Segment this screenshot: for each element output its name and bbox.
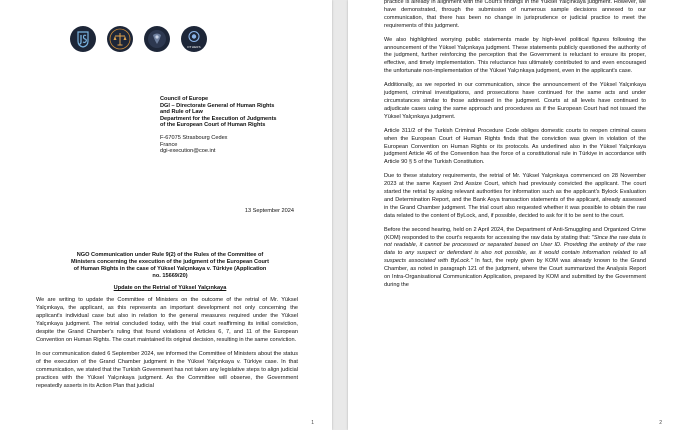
body-paragraph: In our communication dated 6 September 2024, we informed the Committee of Ministers about the status of the execution of the Grand Chamber judgment in the Yüksel Yalçınkaya v. Türkiye case. In that communication, we stated that the Turkish Government has not taken any legislative steps to align judicial practices with the Yüksel Yalçınkaya judgment. As the Committee will observe, the Government repeatedly asserts in its Action Plan that judicial bbox=[36, 351, 298, 390]
address-line: and Rule of Law bbox=[160, 109, 203, 116]
communication-title-block bbox=[70, 252, 270, 292]
body-paragraph bbox=[384, 227, 646, 290]
document-page-2 bbox=[348, 0, 680, 430]
others-logo-label: OTHERS bbox=[187, 45, 201, 49]
kom-quote: "Since the raw data is not readable, it cannot be processed or separated based on User ID. Providing the entirety of the raw data to any suspect or defendant is also not possible, as it would contain information related to all suspects associated with ByLock." bbox=[384, 234, 646, 265]
paragraph-text: In fact, the reply given by KOM was already known to the Grand Chamber, as noted in paragraph 121 of the judgment, where the Court summarized the Analysis Report on Intra-Organisational Communication Application, prepared by KOM and submitted by the Government during the bbox=[384, 258, 647, 288]
communication-subtitle: Update on the Retrial of Yüksel Yalçınkaya bbox=[113, 285, 227, 291]
page2-body bbox=[384, 0, 646, 296]
body-paragraph: We also highlighted worrying public statements made by high-level political figures following the announcement of the Yüksel Yalçınkaya judgment. These statements publicly questioned the authority of the judgment, further reinforcing the perception that the Government is reluctant to ensure its proper, effective, and timely implementation. This reluctance has ultimately contributed to and even encouraged the unfortunate non-implementation of the Yüksel Yalçınkaya judgment, even in the applicant's case. bbox=[384, 36, 646, 75]
scales-of-justice-logo bbox=[107, 26, 133, 52]
address-line: of the European Court of Human Rights bbox=[160, 122, 266, 129]
address-line: France bbox=[160, 141, 178, 148]
body-paragraph: Article 311/2 of the Turkish Criminal Procedure Code obliges domestic courts to reopen criminal cases when the European Court of Human Rights finds that the conviction was given in violation of the European Convention on Human Rights or its protocols. As underlined also in the Yüksel Yalçınkaya judgment Article 46 of the Convention has the force of a constitutional rule in Türkiye in accordance with Article 90 § 5 of the Turkish Constitution. bbox=[384, 127, 646, 166]
body-paragraph: Additionally, as we reported in our communication, since the announcement of the Yüksel Yalçınkaya judgment, criminal investigations, and prosecutions have continued for the same acts and under circumstances similar to those addressed in the judgment. Courts at all levels have continued to adjudicate cases using the same approach and procedures as if the European Court had not issued the Yüksel Yalçınkaya judgment. bbox=[384, 82, 646, 120]
address-line: F-67075 Strasbourg Cedex bbox=[160, 134, 228, 141]
address-line: Council of Europe bbox=[160, 96, 209, 102]
recipient-address bbox=[160, 96, 277, 155]
paragraph-text: Before the second hearing, held on 2 April 2024, the Department of Anti-Smuggling and Organized Crime (KOM) responded to the court's requests for accessing the raw data by stating that: bbox=[384, 226, 646, 241]
body-paragraph: practice is already in alignment with the Court's findings in the Yüksel Yalçınkaya judgment. However, we have demonstrated, through the submission of numerous sample decisions annexed to our communication, that there has been no change in jurisprudence or judicial practice to meet the requirements of this judgment. bbox=[384, 0, 646, 29]
address-line: DGI – Directorate General of Human Rights bbox=[160, 102, 275, 109]
address-line: Department for the Execution of Judgments bbox=[160, 115, 277, 122]
communication-title: NGO Communication under Rule 9(2) of the Rules of the Committee of Ministers concerning the execution of the judgment of the European Court of Human Rights in the case of Yüksel Yalçınkaya v. Türkiye (Application no. 15669/20) bbox=[71, 252, 269, 279]
page-number: 1 bbox=[311, 420, 314, 426]
body-paragraph: We are writing to update the Committee of Ministers on the outcome of the retrial of Mr. Yüksel Yalçınkaya, the applicant, as this represents an important development not only concerning the applicant's individual case but also in relation to the general measures required under the Yüksel Yalçınkaya judgment. The retrial concluded today, with the trial court reaffirming its initial conviction, despite the Grand Chamber's ruling that found violations of Articles 6, 7, and 11 of the European Convention on Human Rights. The court maintained its original decision, resulting in the same conviction. bbox=[36, 297, 298, 343]
body-paragraph: Due to these statutory requirements, the retrial of Mr. Yüksel Yalçınkaya commenced on 28 November 2023 at the same Kayseri 2nd Assize Court, which had previously convicted the applicant. The court started the retrial by asking relevant authorities for information such as the applicant's Bylock Evaluation and Determination Report, and the Bank Asya transaction statements of the applicant, already assessed in the Grand Chamber judgment. The trial court also requested whether it was possible to obtain the raw data related to the content of ByLock, and, if possible, decided to ask for it to be sent to the court. bbox=[384, 173, 646, 219]
js-monogram-logo bbox=[70, 26, 96, 52]
emblem-logo bbox=[144, 26, 170, 52]
logo-row bbox=[70, 26, 207, 52]
letter-date: 13 September 2024 bbox=[244, 208, 294, 214]
others-logo bbox=[181, 26, 207, 52]
document-page-1 bbox=[0, 0, 332, 430]
email-address: dgi-execution@coe.int bbox=[160, 148, 216, 155]
page1-body bbox=[36, 297, 298, 398]
page-number: 2 bbox=[659, 420, 662, 426]
